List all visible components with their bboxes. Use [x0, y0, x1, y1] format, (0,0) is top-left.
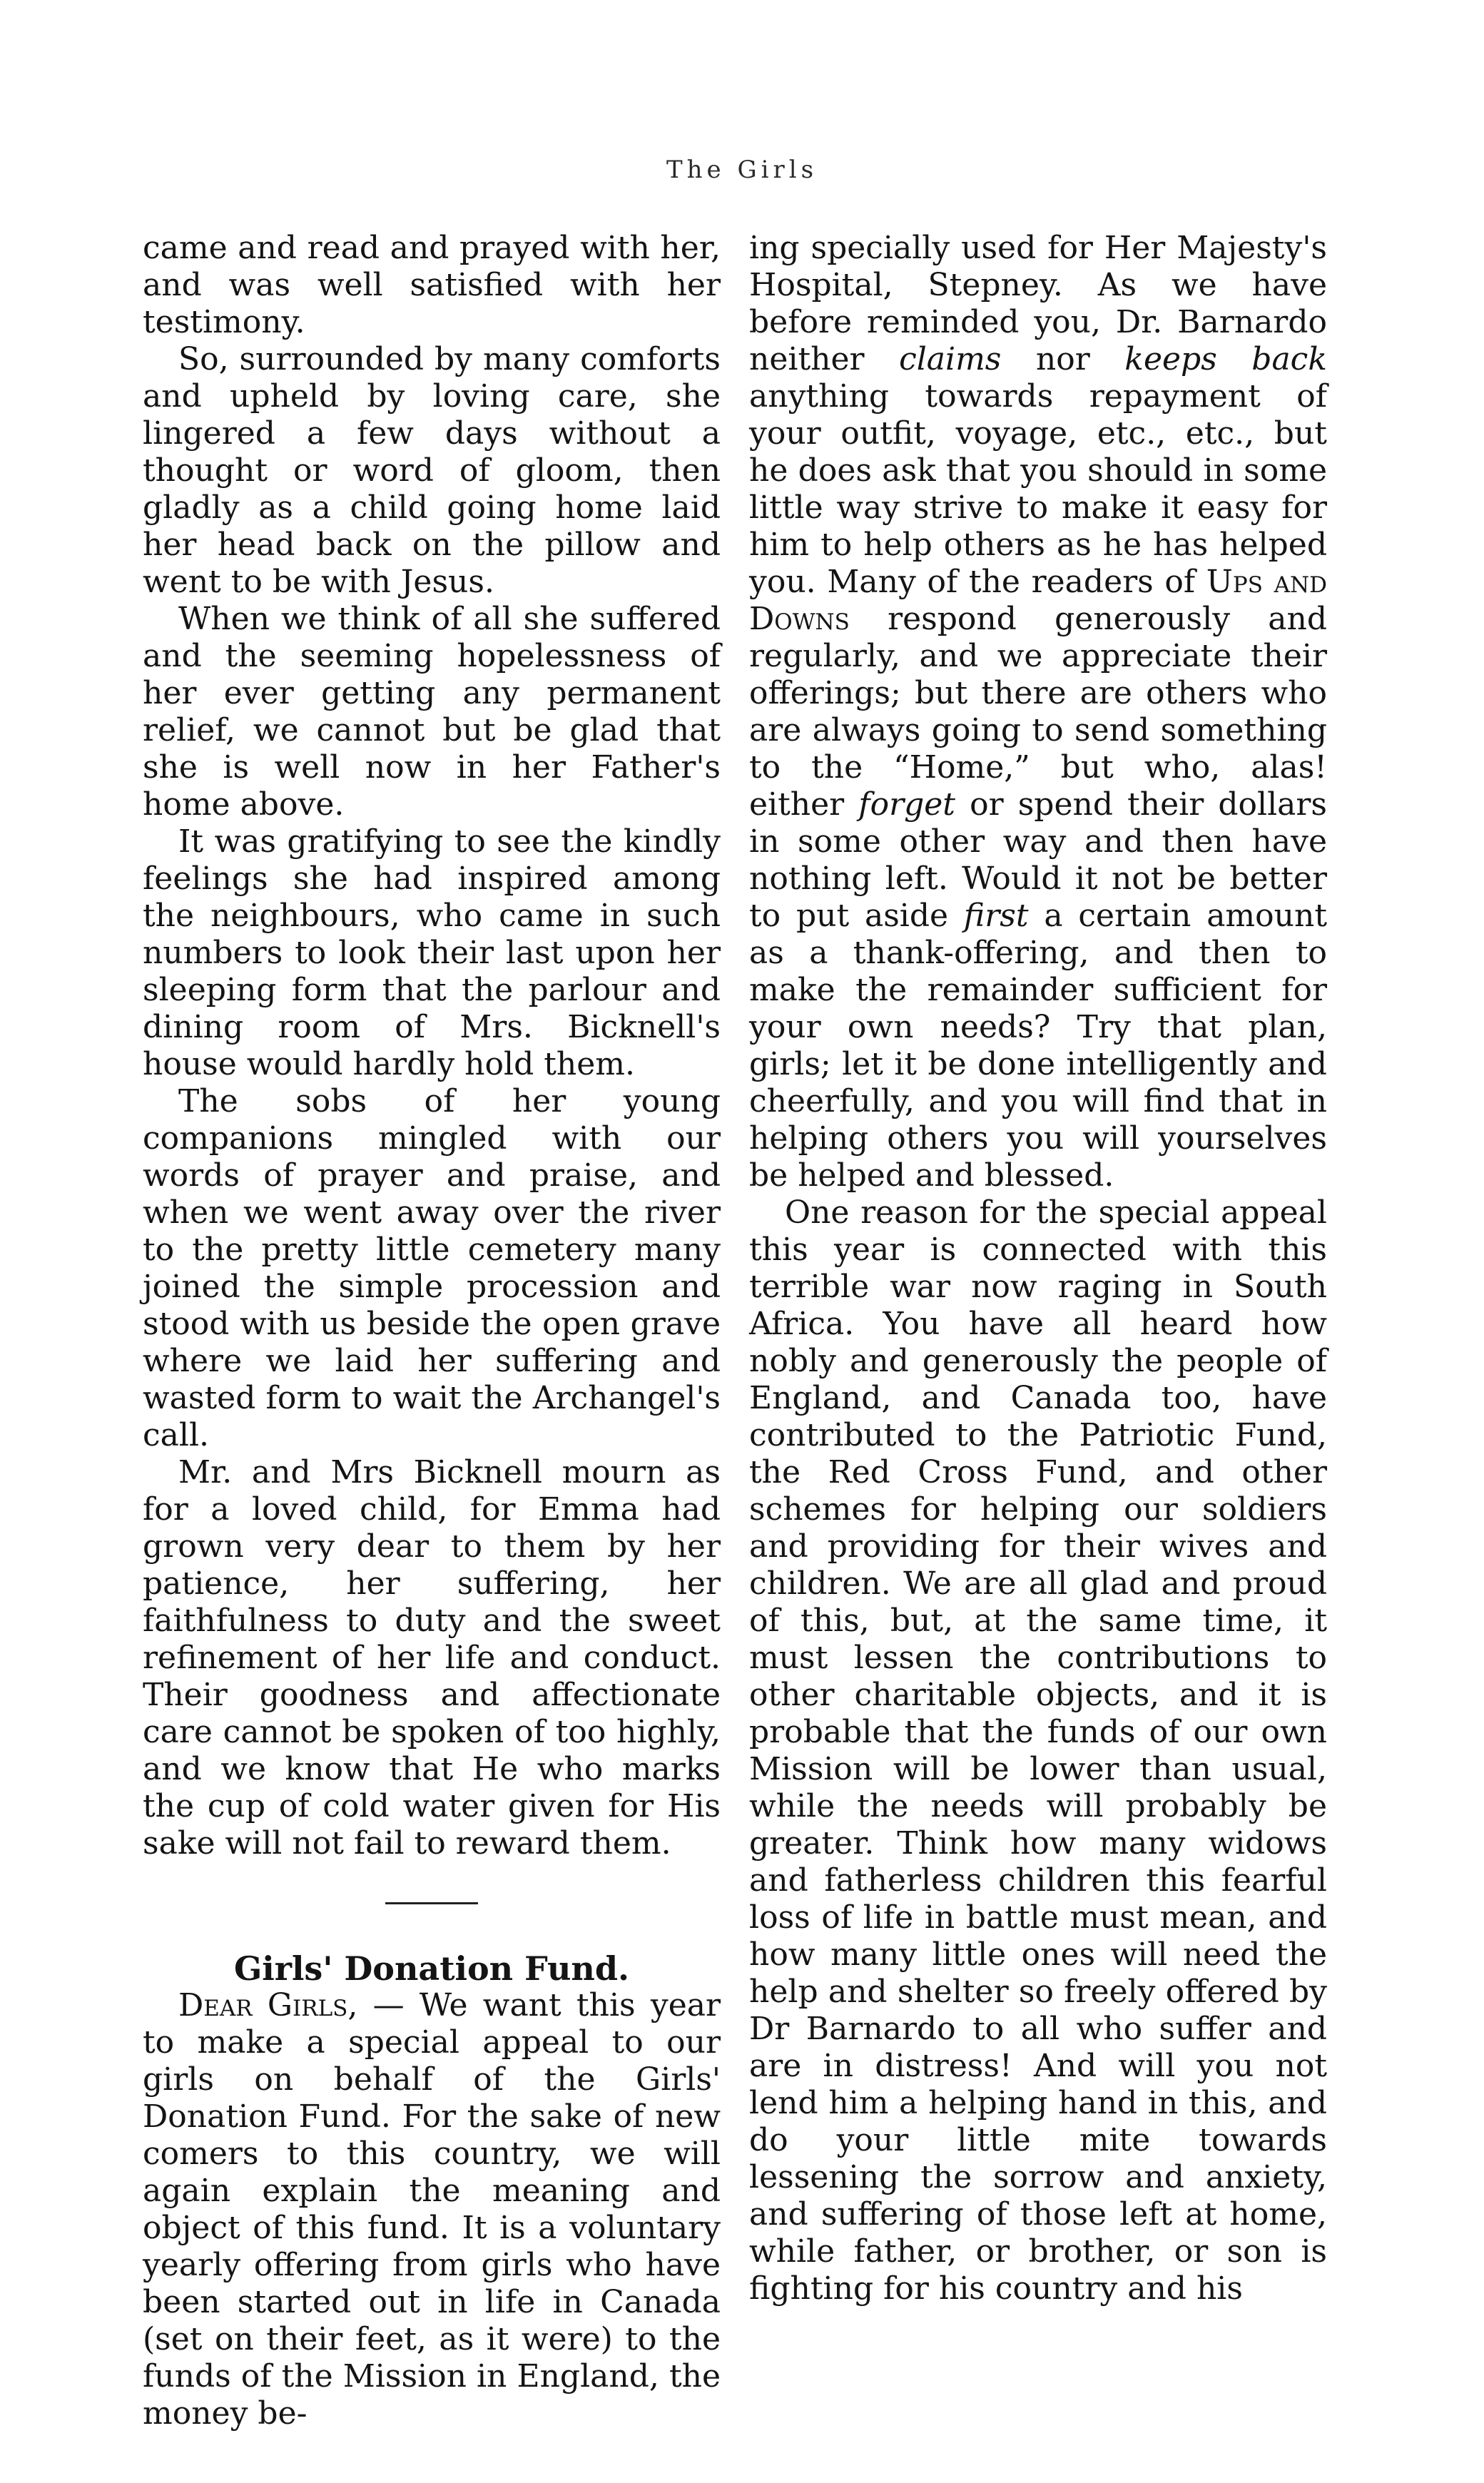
- paragraph: Mr. and Mrs Bicknell mourn as for a loved child, for Emma had grown very dear to them by her patience, her suffering, her faithfulness to duty and the sweet refinement of her life and conduct. Their goodness and affectionate care cannot be spoken of too highly, and we know that He who marks the cup of cold water given for His sake will not fail to reward them.: [143, 1454, 721, 1862]
- section-heading: Girls' Donation Fund.: [233, 1949, 630, 1988]
- section-divider: [385, 1902, 478, 1904]
- right-column: [749, 230, 1327, 2307]
- paragraph: One reason for the special appeal this year is connected with this terrible war now raging in South Africa. You have all heard how nobly and generously the people of England, and Canada too, have contributed to the Patriotic Fund, the Red Cross Fund, and other schemes for helping our soldiers and providing for their wives and children. We are all glad and proud of this, but, at the same time, it must lessen the contributions to other charitable objects, and it is probable that the funds of our own Mission will be lower than usual, while the needs will probably be greater. Think how many widows and fatherless children this fearful loss of life in battle must mean, and how many little ones will need the help and shelter so freely offered by Dr Barnardo to all who suffer and are in distress! And will you not lend him a helping hand in this, and do your little mite towards lessening the sorrow and anxiety, and suffering of those left at home, while father, or brother, or son is fighting for his country and his: [749, 1194, 1327, 2307]
- text-run: a certain amount as a thank-offering, and then to make the remainder sufficient for your own needs? Try that plan, girls; let it be done intelligently and cheerfully, and you will find that in helping others you will yourselves be helped and blessed.: [749, 898, 1327, 1194]
- paragraph: [749, 230, 1327, 1194]
- text-run: nor: [1001, 341, 1125, 377]
- paragraph-text: — We want this year to make a special appeal to our girls on behalf of the Girls' Donation Fund. For the sake of new comers to this country, we will again explain the meaning and object of this fund. It is a voluntary yearly offering from girls who have been started out in life in Canada (set on their feet, as it were) to the funds of the Mission in England, the money be-: [143, 1987, 721, 2432]
- text-run: respond generously and regularly, and we appreciate their offerings; but there are others who are always going to send something to the “Home,” but who, alas! either: [749, 601, 1327, 823]
- paragraph: [143, 1987, 721, 2432]
- emphasis-forget: forget: [858, 786, 955, 823]
- emphasis-claims: claims: [899, 341, 1002, 377]
- paragraph: So, surrounded by many comforts and upheld by loving care, she lingered a few days without a thought or word of gloom, then gladly as a child going home laid her head back on the pillow and went to be with Jesus.: [143, 341, 721, 600]
- paragraph: The sobs of her young companions mingled with our words of prayer and praise, and when we went away over the river to the pretty little cemetery many joined the simple procession and stood with us beside the open grave where we laid her suffering and wasted form to wait the Archangel's call.: [143, 1083, 721, 1453]
- text-run: ing specially used for Her Majesty's Hospital, Stepney. As we have before reminded you, Dr. Barnardo neither: [749, 230, 1327, 377]
- paragraph: When we think of all she suffered and the seeming hopelessness of her ever getting any permanent relief, we cannot but be glad that she is well now in her Father's home above.: [143, 601, 721, 823]
- left-column: [143, 230, 721, 2432]
- text-run: or spend their dollars in some other way and then have nothing left. Would it not be better to put aside: [749, 786, 1327, 934]
- running-title: The Girls: [666, 156, 818, 184]
- emphasis-keeps-back: keeps back: [1124, 341, 1327, 377]
- text-run: anything towards repayment of your outfit, voyage, etc., etc., but he does ask that you should in some little way strive to make it easy for him to help others as he has helped you. Many of the readers of: [749, 378, 1327, 600]
- salutation: Dear Girls,: [178, 1987, 358, 2024]
- paragraph: came and read and prayed with her, and was well satisfied with her testimony.: [143, 230, 721, 340]
- emphasis-first: first: [963, 898, 1029, 934]
- paragraph: It was gratifying to see the kindly feelings she had inspired among the neighbours, who came in such numbers to look their last upon her sleeping form that the parlour and dining room of Mrs. Bicknell's house would hardly hold them.: [143, 823, 721, 1082]
- magazine-title: Ups and Downs: [749, 564, 1327, 637]
